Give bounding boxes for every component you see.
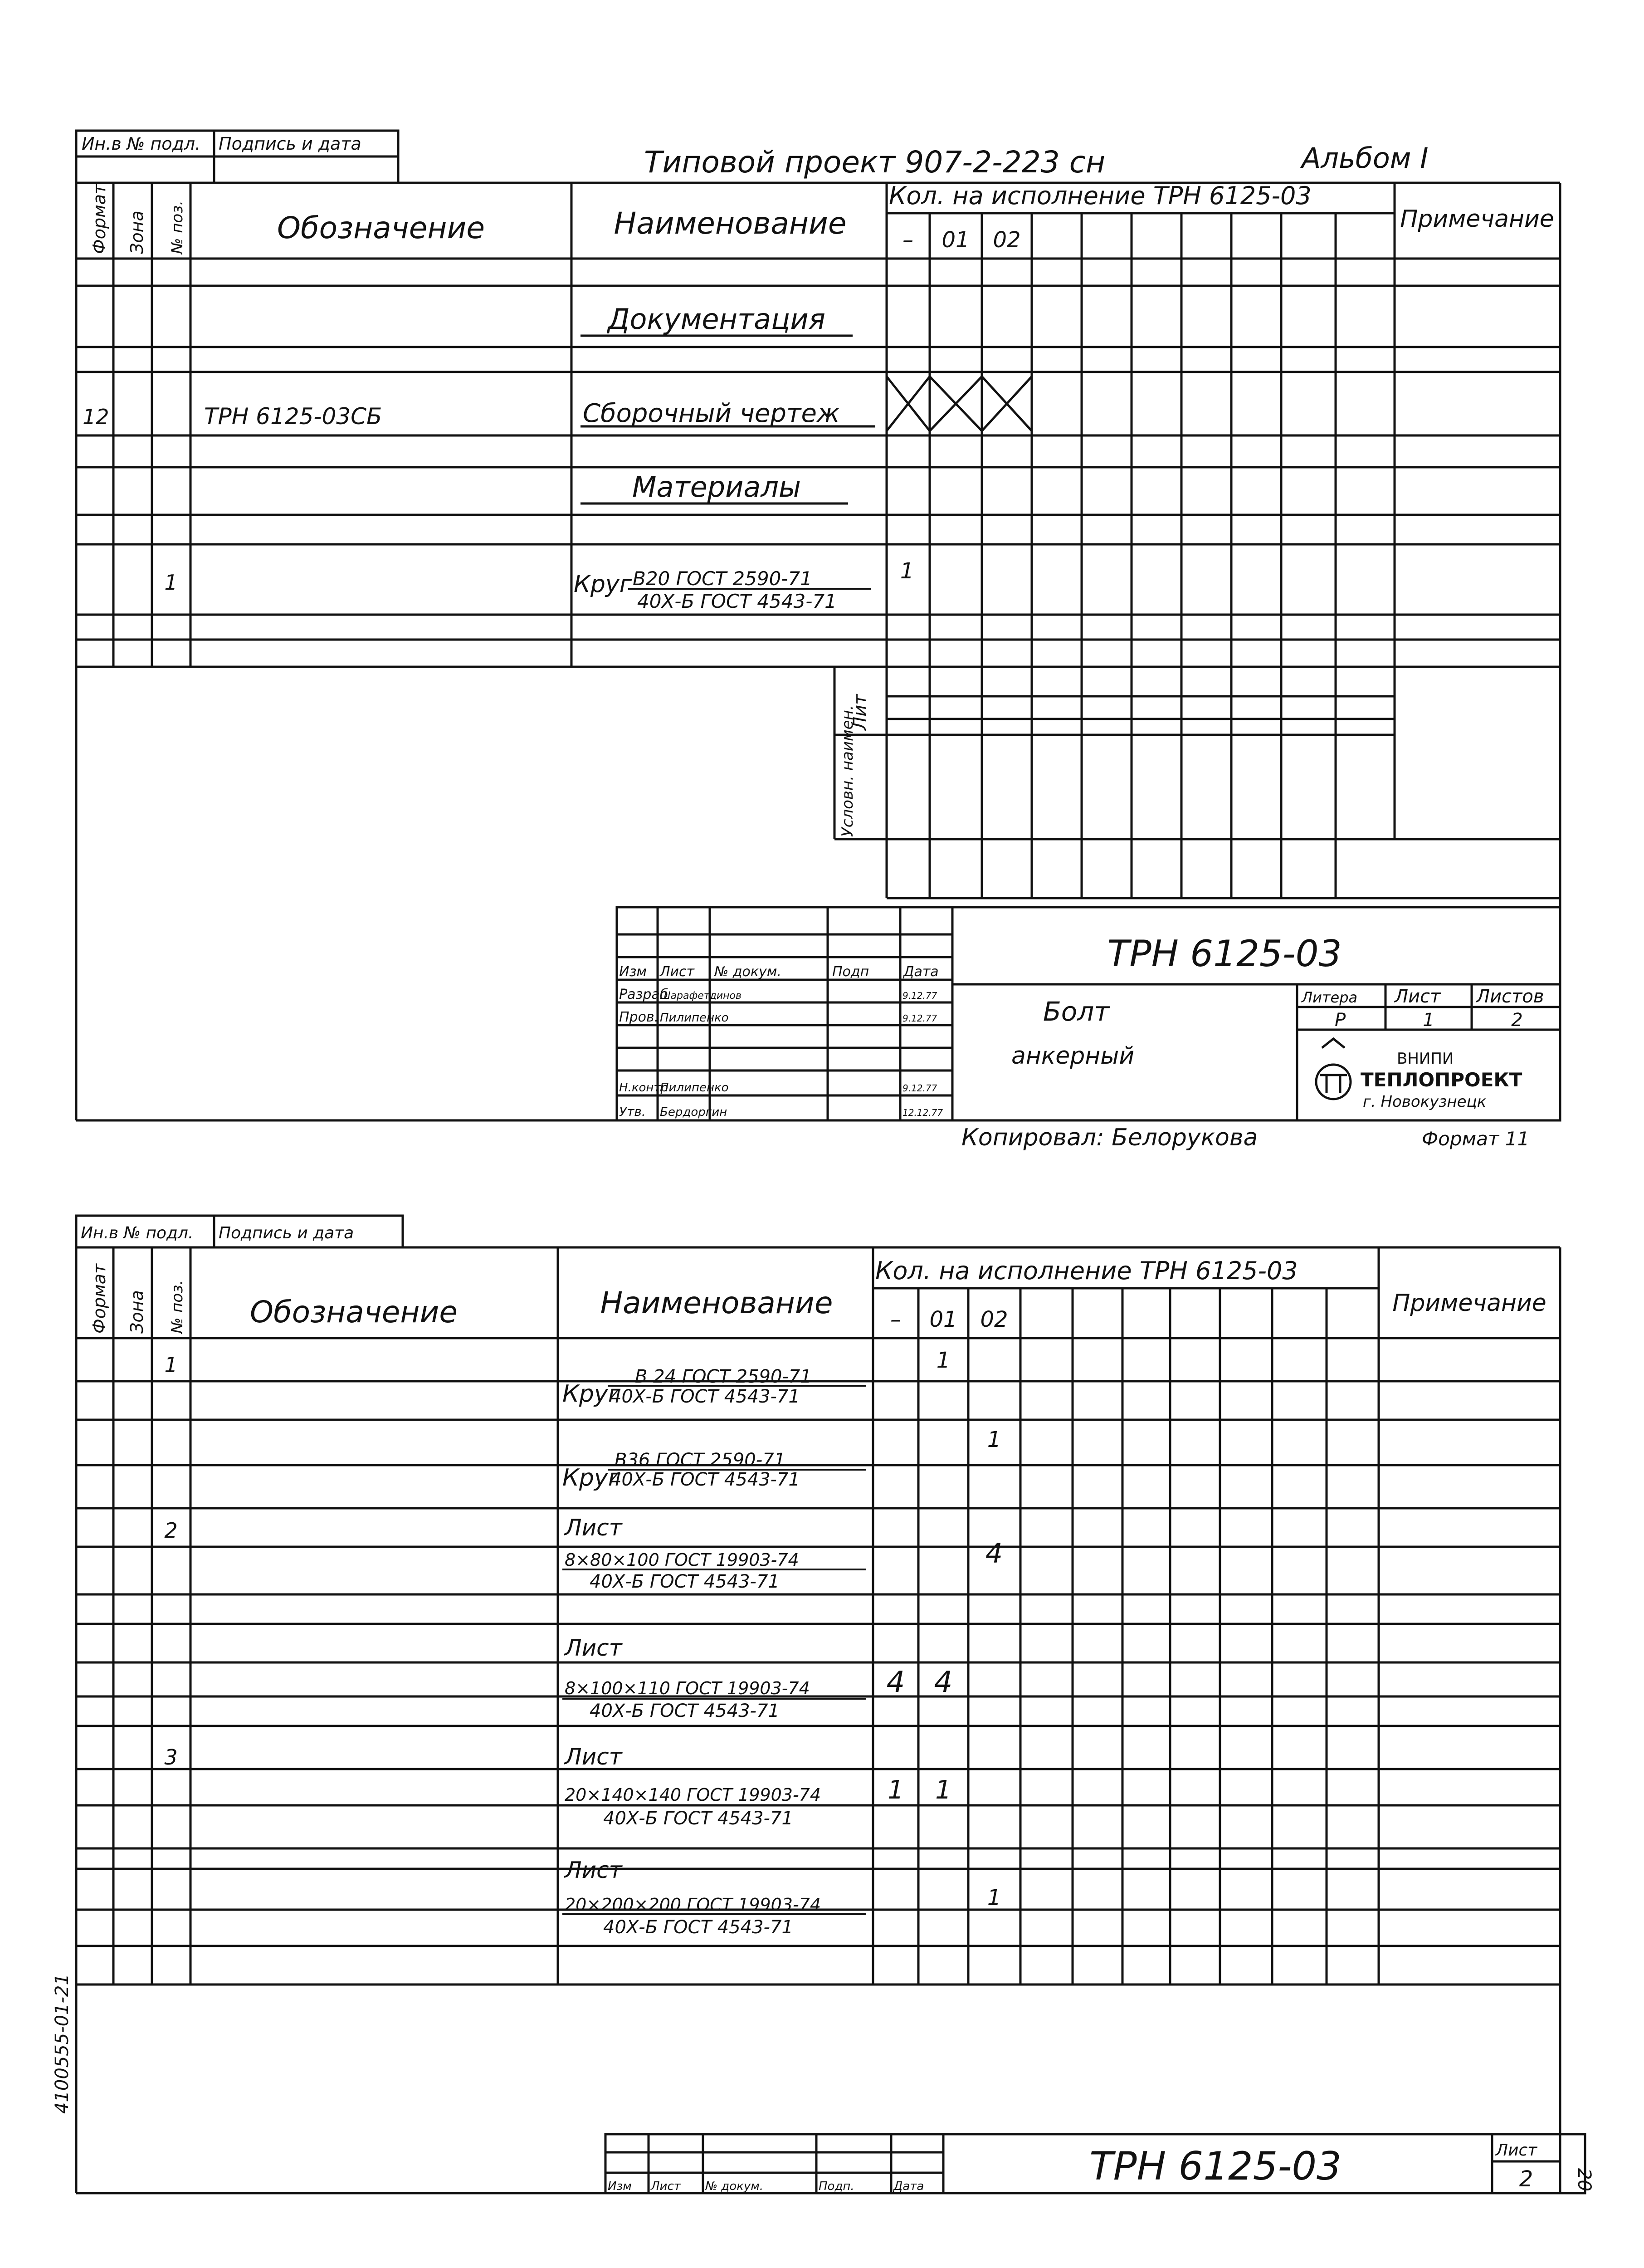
s2-row3-title: Лист [565,1635,622,1661]
s2-row4-q1: 1 [888,1775,904,1805]
tb1-org-line2: ТЕПЛОПРОЕКТ [1361,1069,1522,1091]
s2-row5-top: 20×200×200 ГОСТ 19903-74 [565,1895,821,1915]
col2-note: Примечание [1392,1290,1546,1317]
s2-row1-prefix: Круг [562,1464,621,1491]
row-drawing-designation: ТРН 6125-03СБ [204,403,382,430]
s2-row1-bottom: 40Х-Б ГОСТ 4543-71 [610,1469,800,1490]
tb1-name-2: Пилипенко [660,1081,729,1095]
col2-format: Формат [89,1263,109,1334]
org-logo-icon [1316,1065,1351,1099]
row-rod-pos: 1 [164,570,178,595]
s2-row2-pos: 2 [164,1518,178,1543]
tb1-date-1: 9.12.77 [902,1013,937,1024]
section-materials: Материалы [632,470,801,503]
project-title: Типовой проект 907-2-223 сн [644,145,1106,180]
tb2-h-sign: Подп. [819,2180,854,2193]
col-qty-header: Кол. на исполнение ТРН 6125-03 [889,181,1312,210]
s2-row2-title: Лист [565,1515,622,1541]
tb2-sheet-value: 2 [1519,2166,1533,2192]
tb1-role-2: Н.контр [619,1081,668,1095]
tb1-sheets-label: Листов [1476,986,1544,1007]
tb2-h-izm: Изм [608,2180,632,2193]
variant2-base: – [890,1307,901,1332]
s2-row4-title: Лист [565,1744,622,1770]
tb1-lit-value: Р [1334,1010,1346,1031]
s2-row4-top: 20×140×140 ГОСТ 19903-74 [565,1785,821,1805]
tb1-date-3: 12.12.77 [902,1107,943,1118]
copied-by: Копировал: Белорукова [961,1124,1258,1151]
s2-row0-prefix: Круг [562,1380,621,1408]
s2-row0-q2: 1 [936,1348,951,1373]
tb1-h-doc: № докум. [714,964,781,980]
s2-row2-top: 8×80×100 ГОСТ 19903-74 [565,1550,799,1570]
tb2-h-doc: № докум. [705,2180,764,2193]
s2-row3-q1: 4 [886,1666,905,1699]
col2-qty-header: Кол. на исполнение ТРН 6125-03 [875,1256,1298,1285]
row-rod-qty: 1 [900,558,914,584]
tb1-date-0: 9.12.77 [902,990,937,1001]
tb1-sheets-value: 2 [1511,1010,1523,1031]
tb1-date-2: 9.12.77 [902,1083,937,1094]
variant-02: 02 [993,227,1021,253]
stamp2-sign-label: Подпись и дата [219,1224,354,1242]
s2-row5-bottom: 40Х-Б ГОСТ 4543-71 [603,1917,793,1938]
tb1-name-0: Шарафетдинов [660,990,742,1002]
s2-row0-bottom: 40Х-Б ГОСТ 4543-71 [610,1386,800,1407]
s2-row3-top: 8×100×110 ГОСТ 19903-74 [565,1678,810,1698]
s2-row2-q3: 4 [985,1538,1003,1569]
tb1-lit-label: Литера [1302,989,1358,1006]
s2-row5-title: Лист [565,1857,622,1883]
tb1-name-1: Пилипенко [660,1011,729,1025]
s2-row1-q3: 1 [987,1427,1001,1452]
tb1-role-1: Пров. [619,1009,659,1025]
tb1-org-line1: ВНИПИ [1397,1050,1454,1068]
variant2-02: 02 [980,1307,1008,1332]
tb1-doc-code: ТРН 6125-03 [1107,933,1342,975]
variant2-01: 01 [929,1307,957,1332]
tb1-h-izm: Изм [619,964,647,980]
tb1-role-3: Утв. [619,1104,646,1119]
s2-row1-top: В36 ГОСТ 2590-71 [615,1450,786,1471]
tb1-role-0: Разраб [619,987,668,1002]
col-designation: Обозначение [277,210,485,245]
row-rod-spec-bottom: 40Х-Б ГОСТ 4543-71 [637,590,837,612]
s2-row4-q2: 1 [935,1775,951,1805]
row-drawing-format: 12 [83,405,109,429]
col2-designation: Обозначение [250,1295,458,1330]
s2-row3-q2: 4 [934,1666,953,1699]
s2-row4-pos: 3 [164,1745,178,1769]
tb1-h-list: Лист [660,964,695,980]
s2-row0-pos: 1 [164,1353,178,1377]
side-lit-label: Лит [850,694,871,730]
tb2-h-date: Дата [893,2180,924,2193]
row-rod-spec-top: В20 ГОСТ 2590-71 [633,567,812,590]
section-documentation: Документация [608,303,825,336]
col2-name: Наименование [600,1286,833,1320]
col-zone: Зона [127,210,147,254]
col-note: Примечание [1400,205,1554,233]
format-label-1: Формат 11 [1422,1128,1530,1150]
tb1-h-sign: Подп [832,964,869,980]
tb1-h-date: Дата [903,964,939,980]
tb1-sheet-label: Лист [1395,986,1441,1007]
col-pos: № поз. [168,200,186,254]
s2-row2-bottom: 40Х-Б ГОСТ 4543-71 [590,1571,780,1592]
s2-row5-q3: 1 [987,1885,1001,1911]
tb2-doc-code: ТРН 6125-03 [1089,2144,1342,2189]
s2-row0-top: В 24 ГОСТ 2590-71 [635,1366,812,1387]
s2-row3-bottom: 40Х-Б ГОСТ 4543-71 [590,1701,780,1721]
tb1-org-line3: г. Новокузнецк [1363,1093,1487,1111]
tb1-name-line1: Болт [1043,996,1110,1027]
album-label: Альбом I [1302,142,1429,175]
tb1-name-3: Бердоргин [660,1105,727,1119]
variant-01: 01 [942,227,970,253]
corner-number: 20 [1574,2168,1595,2191]
col-format: Формат [89,184,109,254]
tb1-sheet-value: 1 [1423,1010,1434,1031]
tb1-name-line2: анкерный [1011,1042,1135,1070]
tb2-h-list: Лист [651,2180,681,2193]
stamp-inv-label: Ин.в № подл. [82,134,201,154]
variant-base: – [902,227,913,253]
stamp2-inv-label: Ин.в № подл. [81,1224,194,1242]
s2-row4-bottom: 40Х-Б ГОСТ 4543-71 [603,1808,793,1829]
col2-pos: № поз. [168,1280,186,1334]
side-cond-label: Условн. наимен. [839,705,857,837]
row-drawing-name: Сборочный чертеж [583,399,840,428]
col2-zone: Зона [127,1290,147,1334]
side-vertical-code: 4100555-01-21 [52,1974,73,2114]
stamp-sign-label: Подпись и дата [219,134,361,154]
tb2-sheet-label: Лист [1496,2141,1537,2160]
row-rod-prefix: Круг [574,571,632,598]
col-name: Наименование [614,206,847,241]
